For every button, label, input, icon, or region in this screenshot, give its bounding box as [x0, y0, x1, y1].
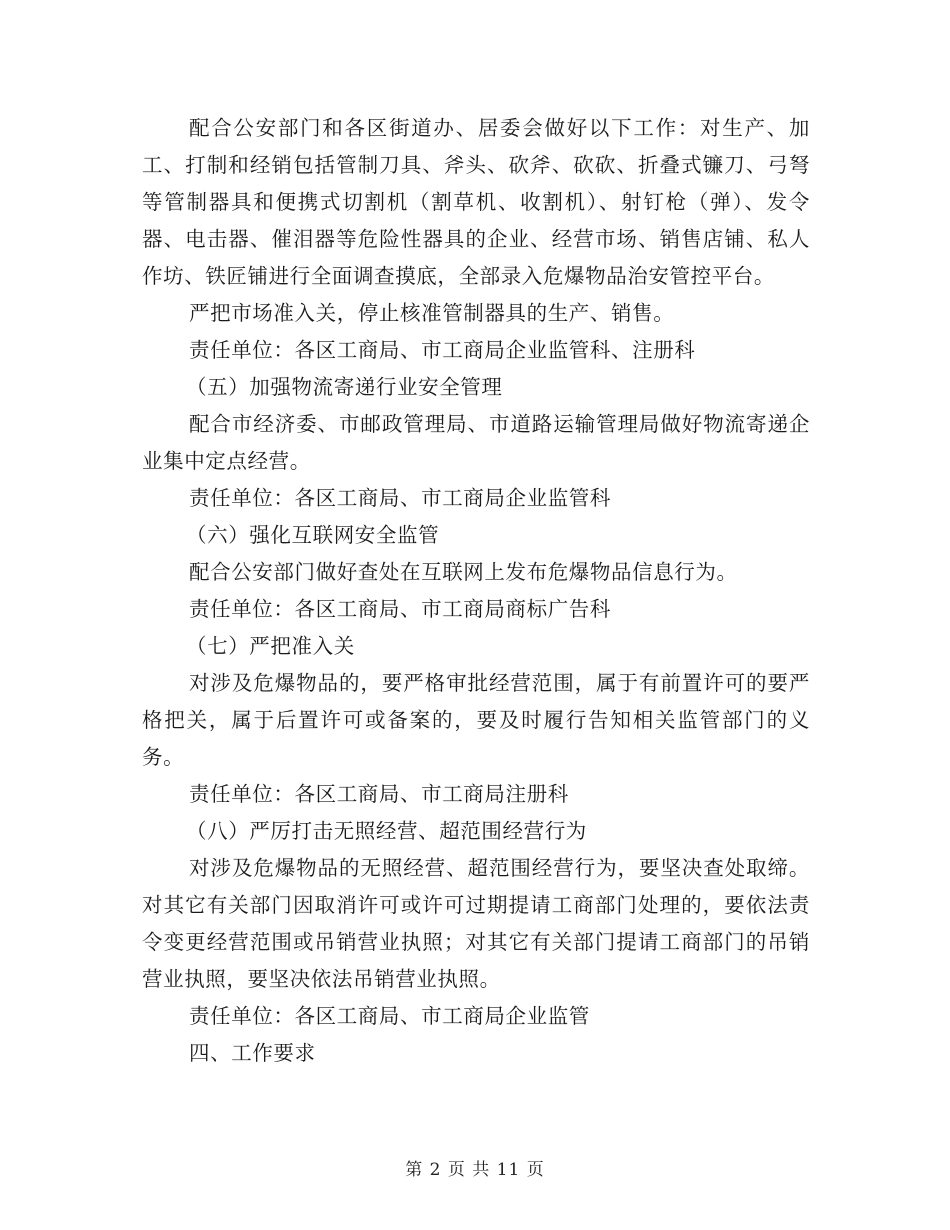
page-number-footer: 第 2 页 共 11 页 [405, 1160, 545, 1180]
document-body [142, 110, 810, 1072]
subsection-heading: （五）加强物流寄递行业安全管理 [186, 375, 503, 399]
paragraph-body: 严把市场准入关，停止核准管制器具的生产、销售。 [189, 301, 675, 325]
paragraph-body: 配合公安部门和各区街道办、居委会做好以下工作：对生产、加工、打制和经销包括管制刀具、斧头、砍斧、砍砍、折叠式镰刀、弓弩等管制器具和便携式切割机（割草机、收割机）、射钉枪（弹）、发令器、电击器、催泪器等危险性器具的企业、经营市场、销售店铺、私人作坊、铁匠铺进行全面调查摸底，全部录入危爆物品治安管控平台。 [142, 116, 810, 288]
paragraph-responsibility: 责任单位：各区工商局、市工商局注册科 [189, 782, 569, 806]
subsection-heading: （六）强化互联网安全监管 [186, 523, 440, 547]
paragraph-body: 对涉及危爆物品的，要严格审批经营范围，属于有前置许可的要严格把关，属于后置许可或备案的，要及时履行告知相关监管部门的义务。 [142, 671, 810, 769]
paragraph-responsibility: 责任单位：各区工商局、市工商局企业监管 [189, 1004, 590, 1028]
subsection-heading: （八）严厉打击无照经营、超范围经营行为 [186, 819, 587, 843]
paragraph-responsibility: 责任单位：各区工商局、市工商局商标广告科 [189, 597, 611, 621]
paragraph-body: 配合市经济委、市邮政管理局、市道路运输管理局做好物流寄递企业集中定点经营。 [142, 412, 810, 473]
paragraph-responsibility: 责任单位：各区工商局、市工商局企业监管科 [189, 486, 611, 510]
section-heading: 四、工作要求 [189, 1041, 316, 1065]
subsection-heading: （七）严把准入关 [186, 634, 355, 658]
paragraph-responsibility: 责任单位：各区工商局、市工商局企业监管科、注册科 [189, 338, 696, 362]
paragraph-body: 对涉及危爆物品的无照经营、超范围经营行为，要坚决查处取缔。对其它有关部门因取消许可或许可过期提请工商部门处理的，要依法责令变更经营范围或吊销营业执照；对其它有关部门提请工商部门的吊销营业执照，要坚决依法吊销营业执照。 [142, 856, 810, 991]
paragraph-body: 配合公安部门做好查处在互联网上发布危爆物品信息行为。 [189, 560, 738, 584]
